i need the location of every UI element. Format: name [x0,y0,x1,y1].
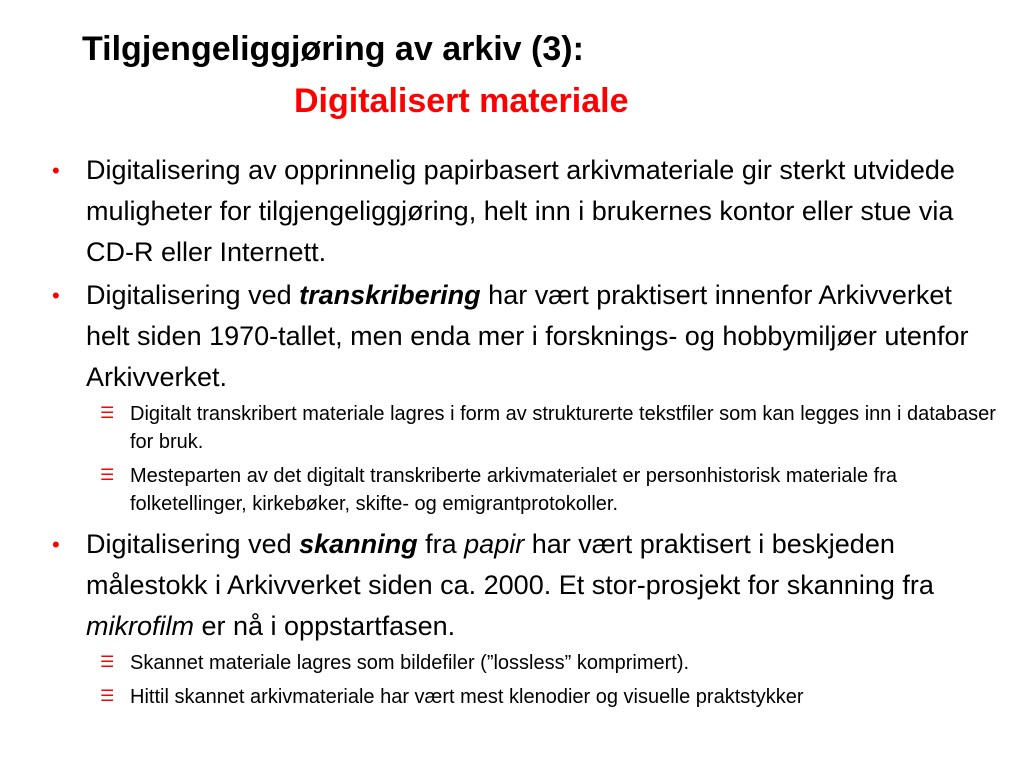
sub-bullet-text: Digitalt transkribert materiale lagres i form av strukturerte tekstfiler som kan legges inn i databaser for bruk. [130,403,996,453]
bullet-emphasis: skanning [299,529,418,559]
bullet-item [52,150,986,273]
sub-bullet-text: Skannet materiale lagres som bildefiler (”lossless” komprimert). [130,652,690,674]
slide-title: Tilgjengeliggjøring av arkiv (3): [82,30,584,68]
bullet-italic: papir [464,529,525,559]
sub-bullet-item [100,462,1000,518]
bullet-text: har vært praktisert i beskjeden målestokk i Arkivverket siden ca. 2000. Et stor-prosjekt for skanning fra [86,529,934,600]
bullet-text: fra [417,529,465,559]
bullet-text: Digitalisering ved [86,280,300,310]
bullet-marker-icon: • [52,532,60,557]
bullet-marker-icon: • [52,158,60,183]
bullet-text: er nå i oppstartfasen. [194,611,456,641]
sub-bullet-text: Mesteparten av det digitalt transkriberte arkivmaterialet er personhistorisk materiale fra folketellinger, kirkebøker, skifte- og emigrantprotokoller. [130,465,897,515]
sub-bullet-marker-icon: ☰ [100,405,115,422]
bullet-marker-icon: • [52,283,60,308]
sub-bullet-item [100,683,1000,711]
bullet-text: har vært praktisert innenfor Arkivverket helt siden 1970-tallet, men enda mer i forsknings- og hobbymiljøer utenfor Arkivverket. [86,280,969,392]
sub-bullet-marker-icon: ☰ [100,654,115,671]
sub-bullet-text: Hittil skannet arkivmateriale har vært mest klenodier og visuelle praktstykker [130,686,804,708]
sub-bullet-item [100,400,1000,456]
bullet-item [52,524,986,647]
bullet-item [52,275,986,398]
sub-bullet-marker-icon: ☰ [100,467,115,484]
bullet-italic: mikrofilm [86,611,194,641]
sub-bullet-marker-icon: ☰ [100,688,115,705]
bullet-emphasis: transkribering [299,280,481,310]
bullet-text: Digitalisering ved [86,529,300,559]
bullet-text: Digitalisering av opprinnelig papirbasert arkivmateriale gir sterkt utvidede muligheter for tilgjengeliggjøring, helt inn i brukernes kontor eller stue via CD-R eller Internett. [86,155,955,267]
slide-body [0,150,1024,717]
slide-subtitle: Digitalisert materiale [294,82,629,120]
sub-bullet-item [100,649,1000,677]
